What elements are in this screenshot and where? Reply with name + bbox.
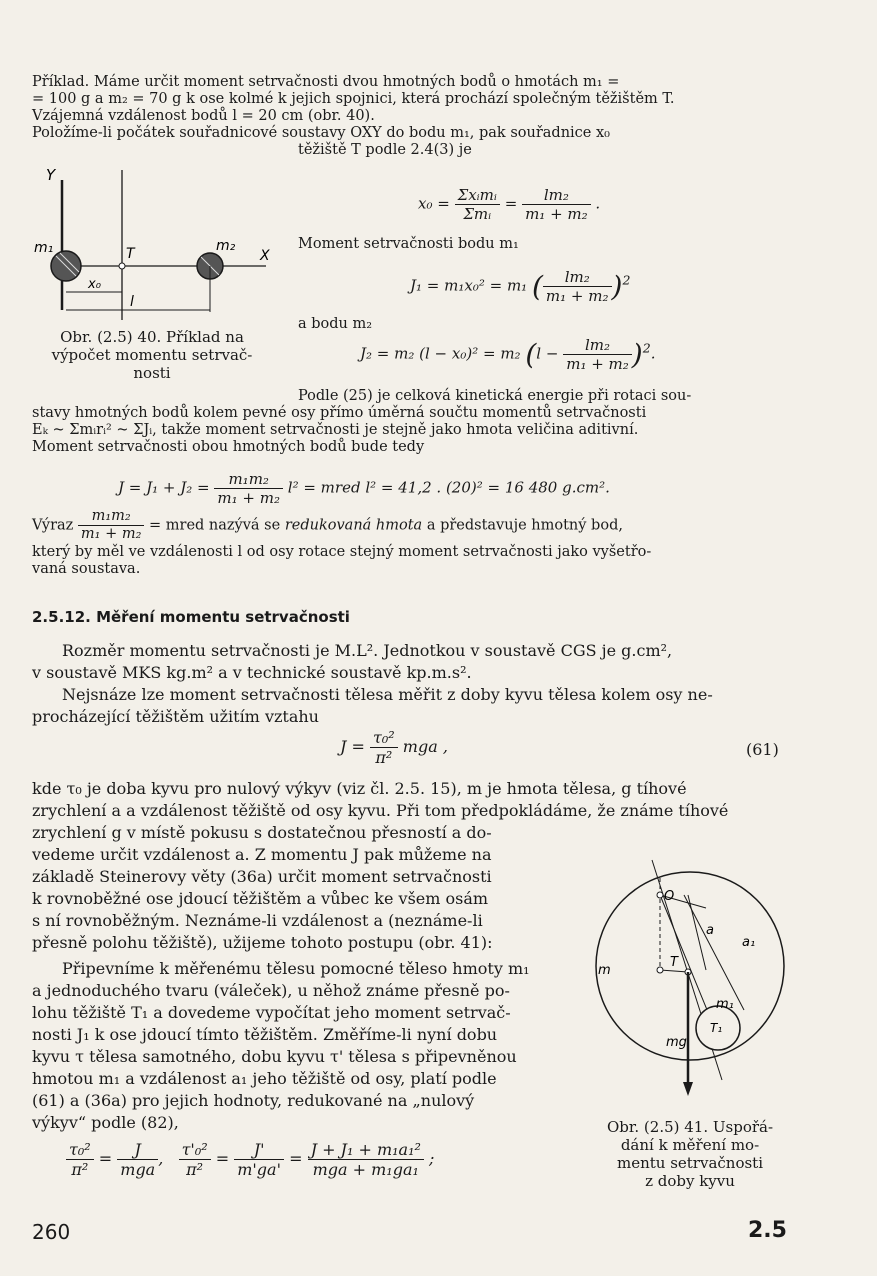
attach-paragraph: [32, 958, 592, 1134]
equation-j-total: [118, 470, 610, 507]
reduced-post: a představuje hmotný bod,: [426, 517, 623, 534]
frac-den: m₁ + m₂: [566, 355, 629, 373]
frac-num: Σxᵢmᵢ: [455, 186, 500, 205]
a1-label: a₁: [742, 935, 756, 950]
eq-rhs: mga ,: [402, 737, 448, 756]
equation-number: (61): [746, 740, 779, 759]
frac-den: m₁ + m₂: [217, 489, 280, 507]
m1-label: m₁: [716, 997, 734, 1012]
attach-line: Připevníme k měřenému tělesu pomocné těleso hmoty m₁: [62, 959, 530, 978]
kinetic-paragraph: [32, 388, 782, 456]
after61-line: zrychlení a a vzdálenost těžiště od osy kyvu. Při tom předpokládáme, že známe tíhové: [32, 801, 729, 820]
page-number: 260: [32, 1220, 71, 1244]
reduced-mid: = mred nazývá se: [149, 517, 281, 534]
frac-num: J + J₁ + m₁a₁²: [308, 1140, 424, 1160]
frac-num: lm₂: [543, 268, 612, 287]
exponent: 2: [642, 340, 651, 356]
attach-line: kyvu τ tělesa samotného, dobu kyvu τ' tělesa s připevněnou: [32, 1047, 517, 1066]
equation-61: [340, 728, 448, 767]
reduced-paragraph: [32, 544, 782, 578]
chapter-number: 2.5: [748, 1218, 787, 1243]
attach-line: a jednoduchého tvaru (váleček), u něhož známe přesně po-: [32, 981, 510, 1000]
frac-num: m₁m₂: [214, 470, 283, 489]
exponent: 2: [622, 272, 631, 288]
after61-line: s ní rovnoběžným. Neznáme-li vzdálenost a (neznáme-li: [32, 911, 483, 930]
eq-inner: l −: [536, 344, 559, 363]
frac-num: τ₀²: [66, 1140, 94, 1160]
frac-num: m₁m₂: [78, 508, 145, 526]
equation-j2: J₂ = m₂ (l − x₀)² = m₂ (l − $\frac{\text{lm₂}}{\text{m₁ + m₂}}$ )$^2$.: [360, 336, 656, 373]
frac-num: τ₀²: [370, 728, 398, 748]
example-paragraph: [32, 74, 782, 159]
figure-40-diagram: [30, 160, 280, 320]
caption-line: výpočet momentu setrvač-: [51, 346, 253, 364]
y-axis-label: Y: [46, 166, 56, 184]
kinetic-line: Eₖ ~ Σmᵢrᵢ² ~ ΣJᵢ, takže moment setrvačnosti je stejně jako hmota veličina aditivní.: [32, 422, 639, 438]
reduced-term: redukovaná hmota: [284, 517, 423, 534]
attach-line: nosti J₁ k ose jdoucí tímto těžištěm. Změříme-li nyní dobu: [32, 1025, 498, 1044]
units-line: v soustavě MKS kg.m² a v technické soustavě kp.m.s².: [32, 663, 472, 682]
o-label: O: [664, 889, 675, 904]
figure-41-diagram: [592, 850, 792, 1100]
figure-40-caption: [32, 328, 272, 382]
t-label: T: [126, 246, 135, 262]
eq-rhs: l² = mred l² = 41,2 . (20)² = 16 480 g.cm².: [287, 478, 610, 497]
units-paragraph: [32, 640, 792, 684]
example-line: Příklad. Máme určit moment setrvačnosti dvou hmotných bodů o hmotách m₁ =: [32, 74, 620, 90]
example-line: Vzájemná vzdálenost bodů l = 20 cm (obr. 40).: [32, 108, 375, 124]
after61-line: k rovnoběžné ose jdoucí těžištěm a vůbec ke všem osám: [32, 889, 489, 908]
frac-num: J: [117, 1140, 158, 1160]
caption-line: Obr. (2.5) 41. Uspořá-: [606, 1118, 774, 1136]
measure-line: procházející těžištěm užitím vztahu: [32, 707, 319, 726]
eq-end: .: [595, 194, 601, 213]
m2-label: m₂: [216, 238, 236, 254]
reduced-line: který by měl ve vzdálenosti l od osy rotace stejný moment setrvačnosti jako vyšetřo-: [32, 544, 652, 560]
moment-m1-text: Moment setrvačnosti bodu m₁: [298, 236, 519, 252]
eq-end: ;: [429, 1149, 435, 1168]
kinetic-line: Moment setrvačnosti obou hmotných bodů bude tedy: [32, 439, 425, 455]
frac-den: π²: [186, 1160, 204, 1179]
t1-label: T₁: [710, 1021, 723, 1035]
frac-den: π²: [375, 748, 393, 767]
m-label: m: [598, 963, 611, 978]
after61-line: kde τ₀ je doba kyvu pro nulový výkyv (viz čl. 2.5. 15), m je hmota tělesa, g tíhové: [32, 779, 687, 798]
m1-label: m₁: [34, 240, 54, 256]
attach-line: hmotou m₁ a vzdálenost a₁ jeho těžiště od osy, platí podle: [32, 1069, 497, 1088]
caption-line: mentu setrvačnosti: [616, 1154, 764, 1172]
eq-lhs: J = J₁ + J₂ =: [118, 478, 210, 497]
frac-den: m₁ + m₂: [545, 287, 609, 305]
attach-line: (61) a (36a) pro jejich hodnoty, redukované na „nulový: [32, 1091, 475, 1110]
eq-lhs: x₀ =: [418, 194, 450, 213]
example-line: Položíme-li počátek souřadnicové soustavy OXY do bodu m₁, pak souřadnice x₀: [32, 125, 610, 141]
t-label: T: [670, 955, 678, 970]
reduced-pre: Výraz: [32, 517, 74, 534]
frac-den: Σmᵢ: [463, 205, 492, 223]
after61-line: základě Steinerovy věty (36a) určit moment setrvačnosti: [32, 867, 492, 886]
measure-paragraph: [32, 684, 792, 728]
body-outline: [596, 872, 784, 1060]
mg-label: mg: [666, 1035, 687, 1050]
equation-x0: [418, 186, 600, 223]
caption-line: z doby kyvu: [645, 1172, 735, 1190]
a-label: a: [706, 923, 714, 938]
frac-den: mga + m₁ga₁: [312, 1160, 419, 1179]
section-heading: 2.5.12. Měření momentu setrvačnosti: [32, 608, 350, 626]
attach-line: výkyv“ podle (82),: [32, 1113, 179, 1132]
equation-period: $\frac{\text{τ₀²}}{\text{π²}}$ = $\frac{J}{\text{mga}}$ , $\frac{\text{τ'₀²}}{\text{π²}}$ = $\frac{J'}{m'ga'}$ = $\frac{\text{J + J₁ + m₁a₁²}}{\text{mga + m₁ga₁}}$ ;: [66, 1140, 434, 1179]
x-axis-label: X: [260, 248, 270, 264]
attach-line: lohu těžiště T₁ a dovedeme vypočítat jeho moment setrvač-: [32, 1003, 511, 1022]
eq-end: .: [650, 344, 656, 363]
example-line: těžiště T podle 2.4(3) je: [298, 142, 472, 158]
eq-lhs: J₁ = m₁x₀² = m₁: [410, 276, 528, 295]
frac-den: m₁ + m₂: [80, 526, 142, 542]
reduced-mass-line: [32, 508, 623, 543]
kinetic-line: stavy hmotných bodů kolem pevné osy přímo úměrná součtu momentů setrvačnosti: [32, 405, 647, 421]
eq-lhs: J =: [340, 737, 365, 756]
caption-line: nosti: [133, 364, 171, 382]
frac-num: lm₂: [522, 186, 591, 205]
x0-label: x₀: [88, 277, 101, 292]
frac-num: lm₂: [563, 336, 632, 355]
reduced-line: vaná soustava.: [32, 561, 141, 577]
frac-den: mga: [120, 1160, 156, 1179]
after61-line: vedeme určit vzdálenost a. Z momentu J pak můžeme na: [32, 845, 492, 864]
example-line: = 100 g a m₂ = 70 g k ose kolmé k jejich spojnici, která prochází společným těžištěm T.: [32, 91, 675, 107]
figure-41-caption: [590, 1118, 790, 1190]
frac-num: τ'₀²: [179, 1140, 211, 1160]
measure-line: Nejsnáze lze moment setrvačnosti tělesa měřit z doby kyvu tělesa kolem osy ne-: [62, 685, 713, 704]
eq-sep: ,: [158, 1149, 164, 1168]
frac-num: J': [234, 1140, 284, 1160]
frac-den: m'ga': [237, 1160, 281, 1179]
after61-line: zrychlení g v místě pokusu s dostatečnou přesností a do-: [32, 823, 492, 842]
units-line: Rozměr momentu setrvačnosti je M.L². Jednotkou v soustavě CGS je g.cm²,: [62, 641, 673, 660]
frac-den: m₁ + m₂: [525, 205, 588, 223]
l-label: l: [130, 294, 134, 310]
frac-den: π²: [71, 1160, 89, 1179]
equation-j1: J₁ = m₁x₀² = m₁ ( $\frac{\text{lm₂}}{\text{m₁ + m₂}}$ )$^2$: [410, 268, 631, 305]
eq-lhs: J₂ = m₂ (l − x₀)² = m₂: [360, 344, 521, 363]
kinetic-line: Podle (25) je celková kinetická energie při rotaci sou-: [298, 388, 692, 404]
point-m2-text: a bodu m₂: [298, 316, 373, 332]
caption-line: dání k měření mo-: [620, 1136, 760, 1154]
after61-line: přesně polohu těžiště), užijeme tohoto postupu (obr. 41):: [32, 933, 493, 952]
eq-sign: =: [504, 194, 518, 213]
caption-line: Obr. (2.5) 40. Příklad na: [60, 328, 244, 346]
